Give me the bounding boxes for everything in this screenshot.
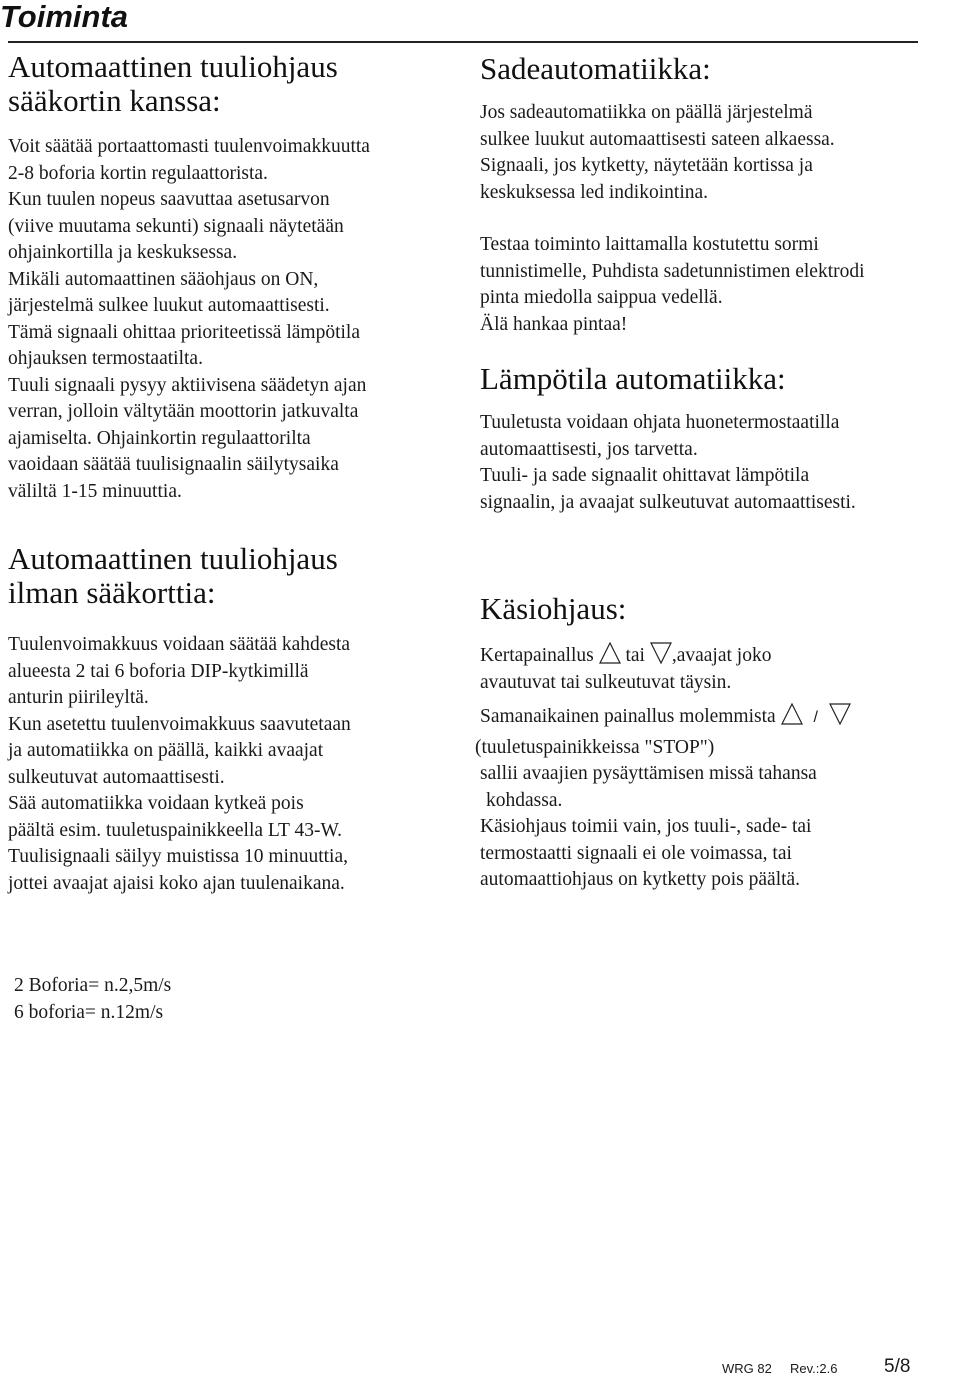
up-triangle-icon [599,642,621,664]
text-line: anturin piirileyltä. [8,687,149,708]
text-line: Kun asetettu tuulenvoimakkuus saavutetaan [8,713,351,735]
text-line: automaattiohjaus on kytketty pois päältä. [480,869,801,890]
section-heading: Lämpötila automatiikka: [480,361,786,396]
section-body [480,410,958,516]
section-heading [8,542,468,610]
text-line: ajamiselta. Ohjainkortin regulaattorilta [8,427,311,449]
beaufort-note [14,973,171,1026]
page-number: 5/8 [884,1356,911,1377]
revision: Rev.:2.6 [790,1361,838,1376]
text-span: ,avaajat joko [671,645,772,666]
text-line: verran, jolloin vältytään moottorin jatkuvalta [8,401,359,422]
text-line: (tuuletuspainikkeissa "STOP") [475,736,715,758]
text-line: Tuulisignaali säilyy muistissa 10 minuuttia, [8,846,349,867]
section-body [475,642,958,894]
section-heading: Sadeautomatiikka: [480,51,711,86]
text-line: (viive muutama sekunti) signaali näytetään [8,215,344,237]
text-line: ja automatiikka on päällä, kaikki avaajat [8,740,324,761]
heading-line: Automaattinen tuuliohjaus [8,541,338,576]
heading-line: ilman sääkorttia: [8,575,216,610]
text-line: Jos sadeautomatiikka on päällä järjestelmä [480,102,813,123]
section-heading [8,50,468,118]
text-line: Testaa toiminto laittamalla kostutettu sormi [480,234,819,255]
section-rain-automatics [480,52,958,338]
text-line: 2-8 boforia kortin regulaattorista. [8,162,268,184]
text-line: tunnistimelle, Puhdista sadetunnistimen elektrodi [480,260,865,282]
text-line: Tuuli signaali pysyy aktiivisena säädetyn ajan [8,374,367,396]
text-line [480,642,958,670]
text-line: Signaali, jos kytketty, näytetään kortissa ja [480,155,813,176]
text-line: keskuksessa led indikointina. [480,181,709,203]
text-line: Käsiohjaus toimii vain, jos tuuli-, sade- tai [480,816,812,837]
section-temperature-automatics [480,362,958,516]
text-line: Mikäli automaattinen sääohjaus on ON, [8,268,319,290]
heading-line: Automaattinen tuuliohjaus [8,49,338,84]
down-triangle-icon [829,703,851,725]
text-line: alueesta 2 tai 6 boforia DIP-kytkimillä [8,660,309,682]
text-line: sallii avaajien pysäyttämisen missä tahansa [480,763,817,784]
text-span: / [813,709,818,726]
text-line: päältä esim. tuuletuspainikkeella LT 43-W. [8,819,342,841]
section-manual-control [475,591,958,894]
text-line: Tuuletusta voidaan ohjata huonetermostaatilla [480,412,840,433]
text-line: ohjauksen termostaatilta. [8,348,203,369]
section-body [8,134,468,505]
text-line: vaoidaan säätää tuulisignaalin säilytysaika [8,454,339,475]
page-title: Toiminta [0,0,129,34]
text-line: sulkee luukut automaattisesti sateen alkaessa. [480,128,835,150]
text-line: Tuulenvoimakkuus voidaan säätää kahdesta [8,634,351,655]
section-wind-with-weathercard [8,50,468,505]
text-line: signaalin, ja avaajat sulkeutuvat automaattisesti. [480,491,856,513]
text-line: Tuuli- ja sade signaalit ohittavat lämpötila [480,465,810,486]
document-id: WRG 82 [722,1361,772,1376]
text-line: Sää automatiikka voidaan kytkeä pois [8,793,304,814]
text-span: Kertapainallus [480,645,594,666]
text-span: tai [625,645,645,666]
text-span: Samanaikainen painallus molemmista [480,706,776,727]
text-line: Tämä signaali ohittaa prioriteetissä lämpötila [8,321,360,343]
text-line: pinta miedolla saippua vedellä. [480,287,723,308]
text-line: Kun tuulen nopeus saavuttaa asetusarvon [8,189,330,210]
text-line: Älä hankaa pintaa! [480,313,628,335]
text-line: 2 Boforia= n.2,5m/s [14,975,172,996]
heading-line: sääkortin kanssa: [8,83,221,118]
text-line: avautuvat tai sulkeutuvat täysin. [480,671,732,693]
text-line: ohjainkortilla ja keskuksessa. [8,242,238,263]
section-heading: Käsiohjaus: [480,591,627,626]
text-line: 6 boforia= n.12m/s [14,1001,164,1023]
section-body [480,100,958,206]
down-triangle-icon [650,642,672,664]
section-wind-without-weathercard [8,542,468,897]
text-line: väliltä 1-15 minuuttia. [8,480,182,502]
text-line: kohdassa. [486,789,563,811]
section-body [8,632,468,897]
text-line: Voit säätää portaattomasti tuulenvoimakkuutta [8,136,370,157]
text-line: automaattisesti, jos tarvetta. [480,438,698,460]
text-line: järjestelmä sulkee luukut automaattisesti. [8,295,330,316]
text-line: sulkeutuvat automaattisesti. [8,766,225,788]
section-body [480,232,958,338]
header-rule [8,41,918,43]
up-triangle-icon [781,703,803,725]
text-line [480,703,958,732]
text-line: jottei avaajat ajaisi koko ajan tuulenaikana. [8,872,345,894]
text-line: termostaatti signaali ei ole voimassa, tai [480,842,792,864]
